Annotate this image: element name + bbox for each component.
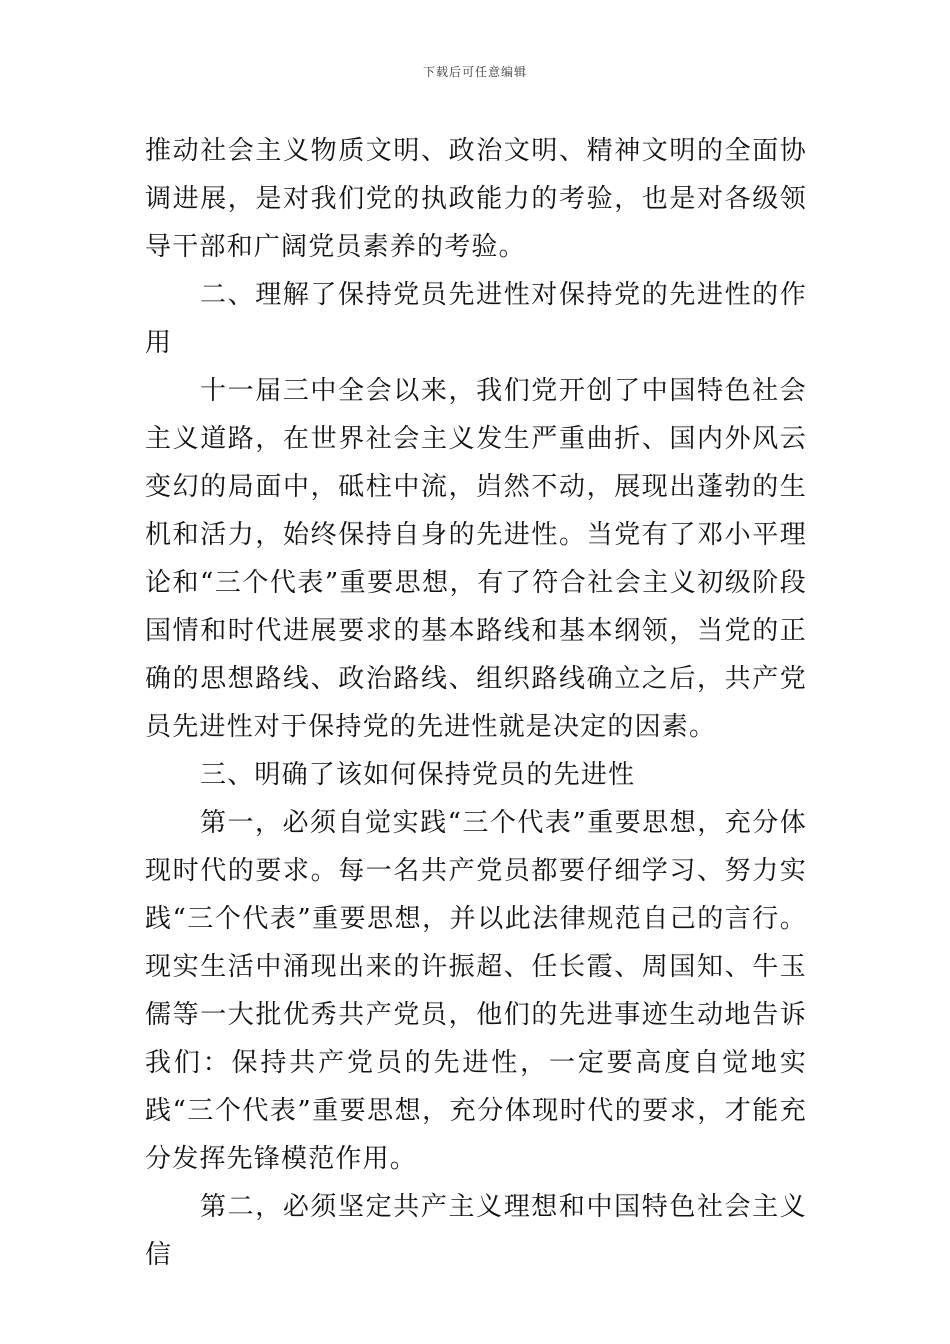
paragraph-second-point: 第二，必须坚定共产主义理想和中国特色社会主义信 (145, 1192, 807, 1270)
section-heading-two: 二、理解了保持党员先进性对保持党的先进性的作用 (145, 280, 807, 358)
paragraph-first-point: 第一，必须自觉实践“三个代表”重要思想，充分体现时代的要求。每一名共产党员都要仔细学习、努力实践“三个代表”重要思想，并以此法律规范自己的言行。现实生活中涌现出来的许振超、任长霞、周国知、牛玉儒等一大批优秀共产党员，他们的先进事迹生动地告诉我们：保持共产党员的先进性，一定要高度自觉地实践“三个代表”重要思想，充分体现时代的要求，才能充分发挥先锋模范作用。 (145, 808, 807, 1174)
paragraph-continuation: 推动社会主义物质文明、政治文明、精神文明的全面协调进展，是对我们党的执政能力的考验，也是对各级领导干部和广阔党员素养的考验。 (145, 136, 807, 262)
page-header-note: 下载后可任意编辑 (422, 65, 527, 79)
document-body (145, 127, 807, 1279)
paragraph-party-history: 十一届三中全会以来，我们党开创了中国特色社会主义道路，在世界社会主义发生严重曲折、国内外风云变幻的局面中，砥柱中流，岿然不动，展现出蓬勃的生机和活力，始终保持自身的先进性。当党有了邓小平理论和“三个代表”重要思想，有了符合社会主义初级阶段国情和时代进展要求的基本路线和基本纲领，当党的正确的思想路线、政治路线、组织路线确立之后，共产党员先进性对于保持党的先进性就是决定的因素。 (145, 376, 807, 742)
section-heading-three: 三、明确了该如何保持党员的先进性 (200, 760, 636, 790)
